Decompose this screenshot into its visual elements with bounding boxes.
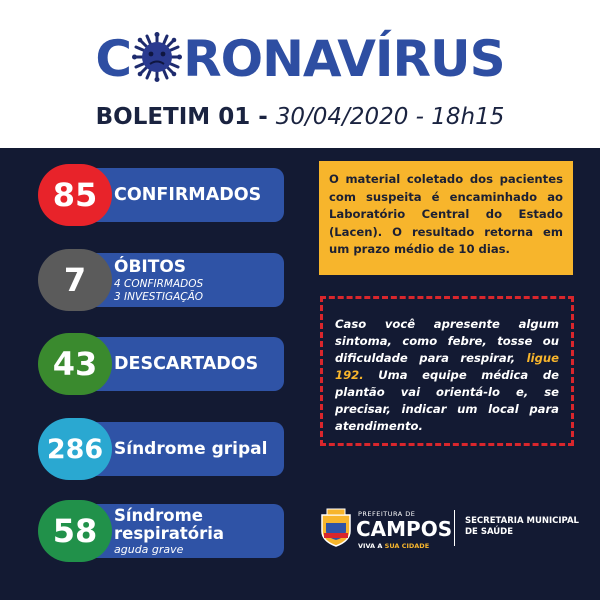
page-title xyxy=(0,30,600,88)
warning-text: Caso você apresente algum sintoma, como febre, tosse ou dificuldade para respirar, xyxy=(335,317,559,365)
stat-label: DESCARTADOS xyxy=(114,354,259,374)
stat-number: 286 xyxy=(38,418,112,480)
tagline-text: VIVA A xyxy=(358,542,383,550)
virus-icon xyxy=(132,32,182,82)
stat-respiratory-syndrome xyxy=(38,500,284,562)
stat-number: 43 xyxy=(38,333,112,395)
bulletin-date: 30/04/2020 - 18h15 xyxy=(275,104,505,130)
title-letter-c: C xyxy=(95,30,132,88)
stat-label: Síndrome xyxy=(114,505,203,525)
city-crest-icon xyxy=(318,507,354,547)
stat-flu-syndrome xyxy=(38,418,284,480)
brand-prefix: PREFEITURA DE xyxy=(358,510,416,518)
lab-info-box: O material coletado dos pacientes com suspeita é encaminhado ao Laboratório Central do Estado (Lacen). O resultado retorna em um prazo médio de 10 dias. xyxy=(319,161,573,275)
warning-text: Uma equipe médica de plantão vai orientá-lo e, se precisar, indicar um local para atendimento. xyxy=(335,368,559,433)
footer-divider xyxy=(454,510,455,546)
stat-label-group xyxy=(114,500,224,562)
stat-deaths xyxy=(38,249,284,311)
health-department xyxy=(465,516,579,538)
bulletin-subtitle xyxy=(0,104,600,130)
stat-detail: aguda grave xyxy=(114,542,184,556)
dept-line: SECRETARIA MUNICIPAL xyxy=(465,516,579,526)
stat-label: Síndrome gripal xyxy=(114,439,268,459)
stat-number: 7 xyxy=(38,249,112,311)
title-rest: RONAVÍRUS xyxy=(183,30,505,88)
stat-detail: 3 INVESTIGAÇÃO xyxy=(114,291,204,303)
stat-number: 85 xyxy=(38,164,112,226)
stat-label-group xyxy=(114,249,203,311)
brand-name: CAMPOS xyxy=(356,517,453,541)
symptoms-warning-box xyxy=(320,296,574,446)
tagline-highlight: SUA CIDADE xyxy=(384,542,430,550)
stat-label: ÓBITOS xyxy=(114,257,187,277)
bulletin-label: BOLETIM 01 - xyxy=(95,104,268,130)
stat-label: respiratória xyxy=(114,523,225,543)
emergency-number: ligue 192. xyxy=(335,351,559,382)
stat-detail: 4 CONFIRMADOS xyxy=(114,278,204,290)
header xyxy=(0,0,600,148)
stat-confirmed xyxy=(38,164,284,226)
brand-tagline xyxy=(358,542,429,550)
stat-number: 58 xyxy=(38,500,112,562)
stat-label: CONFIRMADOS xyxy=(114,185,262,205)
stat-discarded xyxy=(38,333,284,395)
dept-line: DE SAÚDE xyxy=(465,527,514,537)
